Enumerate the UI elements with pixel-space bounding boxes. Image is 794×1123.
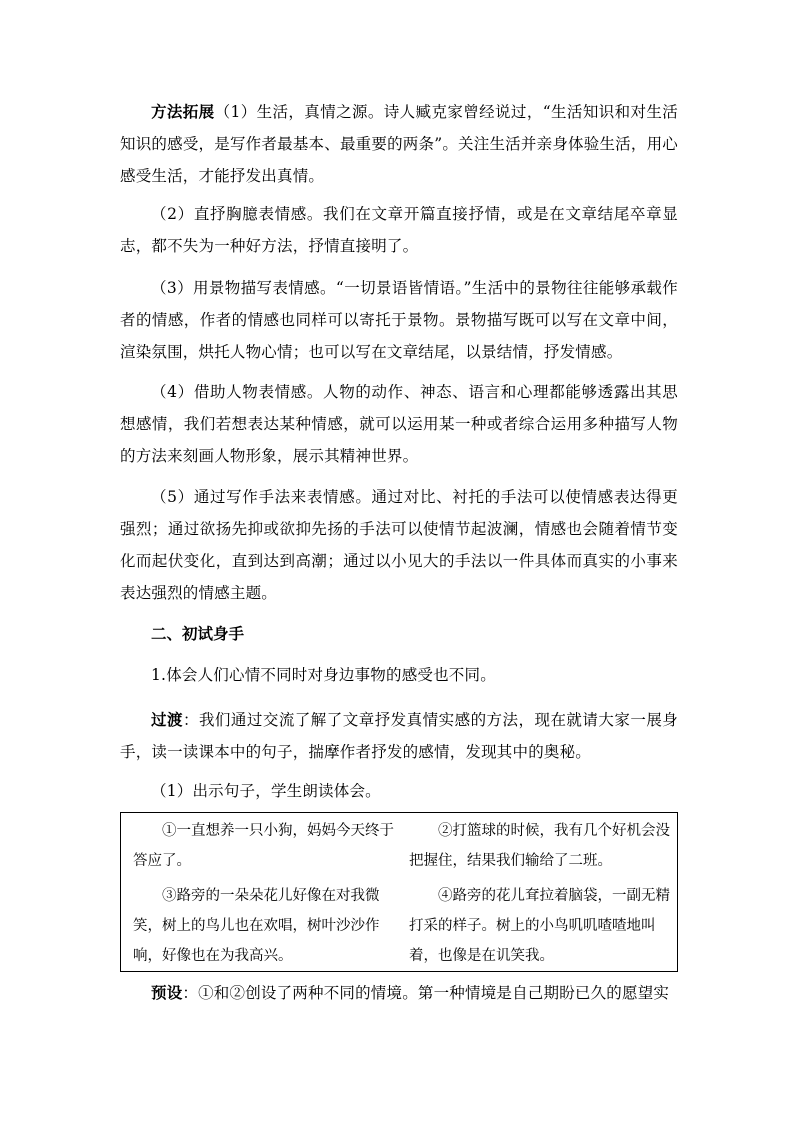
preset-paragraph <box>120 977 678 1009</box>
section-heading: 二、初试身手 <box>151 624 245 643</box>
method-expansion-label: 方法拓展 <box>151 102 215 121</box>
example-sentence-2: ②打篮球的时候，我有几个好机会没把握住，结果我们输给了二班。 <box>409 823 670 869</box>
preset-label: 预设 <box>151 983 183 1002</box>
method-expansion-paragraph-1 <box>120 96 678 192</box>
method-expansion-text-1: （1）生活，真情之源。诗人臧克家曾经说过，“生活知识和对生活知识的感受，是写作者最基本、最重要的两条”。关注生活并亲身体验生活，用心感受生活，才能抒发出真情。 <box>120 103 678 185</box>
example-sentences-box <box>120 812 678 972</box>
method-expansion-paragraph-5: （5）通过写作手法来表情感。通过对比、衬托的手法可以使情感表达得更强烈；通过欲扬先抑或欲抑先扬的手法可以使情节起波澜，情感也会随着情节变化而起伏变化，直到达到高潮；通过以小见大的手法以一件具体而真实的小事来表达强烈的情感主题。 <box>120 488 678 602</box>
section-item-1: 1.体会人们心情不同时对身边事物的感受也不同。 <box>151 666 496 684</box>
example-sentence-1: ①一直想养一只小狗，妈妈今天终于答应了。 <box>133 823 394 869</box>
preset-colon: ： <box>182 984 199 1002</box>
transition-label: 过渡 <box>151 710 183 729</box>
example-sentence-4: ④路旁的花儿耷拉着脑袋，一副无精打采的样子。树上的小鸟叽叽喳喳地叫着，也像是在讥笑我。 <box>409 888 670 964</box>
transition-text: 我们通过交流了解了文章抒发真情实感的方法，现在就请大家一展身手，读一读课本中的句子，揣摩作者抒发的感情，发现其中的奥秘。 <box>120 711 678 761</box>
method-expansion-paragraph-4: （4）借助人物表情感。人物的动作、神态、语言和心理都能够透露出其思想感情，我们若想表达某种情感，就可以运用某一种或者综合运用多种描写人物的方法来刻画人物形象，展示其精神世界。 <box>120 383 678 465</box>
transition-paragraph <box>120 704 678 768</box>
method-expansion-paragraph-2: （2）直抒胸臆表情感。我们在文章开篇直接抒情，或是在文章结尾卒章显志，都不失为一种好方法，抒情直接明了。 <box>120 205 678 255</box>
method-expansion-paragraph-3: （3）用景物描写表情感。“一切景语皆情语。”生活中的景物往往能够承载作者的情感，作者的情感也同样可以寄托于景物。景物描写既可以写在文章中间，渲染氛围，烘托人物心情；也可以写在文章结尾，以景结情，抒发情感。 <box>120 279 678 361</box>
transition-colon: ： <box>182 711 199 729</box>
example-sentence-3: ③路旁的一朵朵花儿好像在对我微笑，树上的鸟儿也在欢唱，树叶沙沙作响，好像也在为我高兴。 <box>133 888 380 964</box>
step-1: （1）出示句子，学生朗读体会。 <box>151 782 381 800</box>
preset-text: ①和②创设了两种不同的情境。第一种情境是自己期盼已久的愿望实 <box>198 984 670 1002</box>
